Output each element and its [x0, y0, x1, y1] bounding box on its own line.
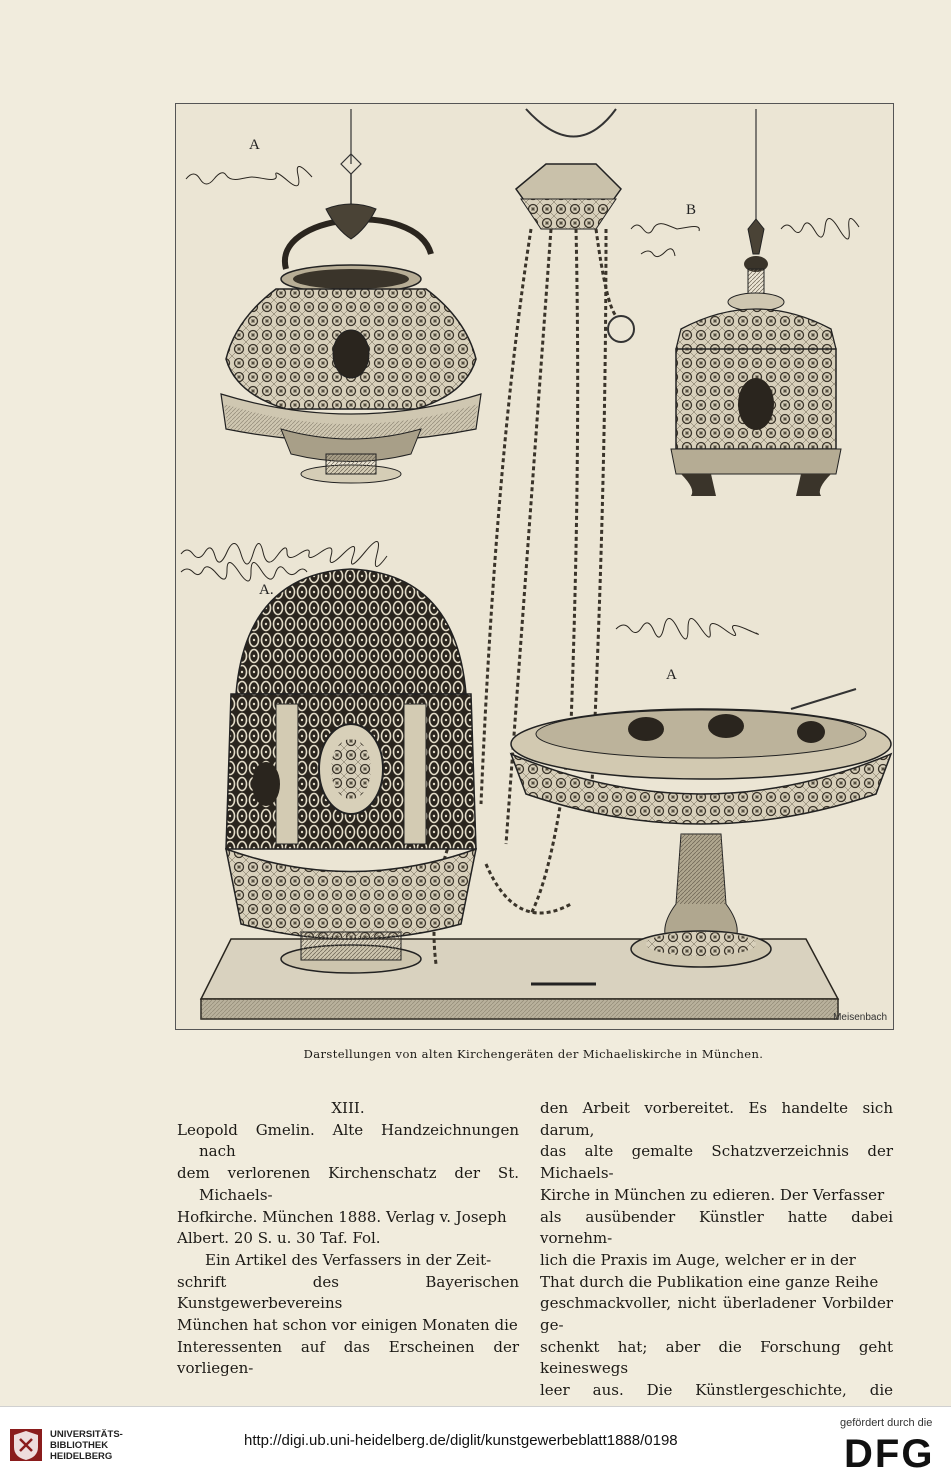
label-a-top-left: A: [249, 137, 260, 153]
incense-pot-a: [221, 109, 481, 483]
library-line: HEIDELBERG: [50, 1451, 113, 1462]
text-line: Leopold Gmelin. Alte Handzeichnungen nach: [177, 1120, 519, 1161]
text-line: Ein Artikel des Verfassers in der Zeit-: [205, 1250, 492, 1269]
openwork-vessel: [226, 569, 476, 973]
bibliographic-entry: [177, 1120, 519, 1250]
text-line: schrift des Bayerischen Kunstgewerbevereins: [177, 1272, 519, 1313]
lidded-box-b: [671, 109, 841, 496]
text-line: dem verlorenen Kirchenschatz der St. Michaels-: [177, 1164, 519, 1204]
text-column-left: [177, 1098, 519, 1380]
label-a-mid-left: A.: [259, 582, 274, 598]
text-line: als ausübender Künstler hatte dabei vornehm-: [540, 1207, 893, 1248]
text-line: Kirche in München zu edieren. Der Verfasser: [540, 1185, 885, 1204]
section-number: XIII.: [331, 1099, 365, 1117]
text-line: schenkt hat; aber die Forschung geht keineswegs: [540, 1337, 893, 1378]
label-a-dish: A: [666, 667, 677, 683]
university-seal-icon[interactable]: [8, 1427, 44, 1463]
text-line: das alte gemalte Schatzverzeichnis der Michaels-: [540, 1142, 893, 1183]
label-b-top-right: B: [686, 202, 697, 218]
text-column-right: [540, 1098, 893, 1424]
text-line: Interessenten auf das Erscheinen der vorliegen-: [177, 1337, 519, 1378]
digitization-footer: [0, 1406, 951, 1481]
text-line: München hat schon vor einigen Monaten die: [177, 1316, 518, 1335]
body-paragraph: [177, 1250, 519, 1380]
text-line: geschmackvoller, nicht überladener Vorbilder ge-: [540, 1294, 893, 1335]
text-line: Hofkirche. München 1888. Verlag v. Joseph: [177, 1207, 507, 1226]
text-line: lich die Praxis im Auge, welcher er in der: [540, 1250, 856, 1269]
text-line: Albert. 20 S. u. 30 Taf. Fol.: [177, 1229, 381, 1248]
text-line: den Arbeit vorbereitet. Es handelte sich darum,: [540, 1099, 893, 1139]
library-name[interactable]: [50, 1429, 123, 1462]
text-line: leer aus. Die Künstlergeschichte, die: [540, 1381, 893, 1400]
text-line: That durch die Publikation eine ganze Reihe: [540, 1272, 879, 1291]
engraver-signature: Meisenbach: [833, 1012, 887, 1023]
engraving-plate: [175, 103, 894, 1030]
library-line: BIBLIOTHEK: [50, 1440, 109, 1451]
funded-by-label: gefördert durch die: [840, 1417, 933, 1429]
figure-caption: Darstellungen von alten Kirchengeräten der Michaeliskirche in München.: [303, 1047, 764, 1061]
library-line: UNIVERSITÄTS-: [50, 1429, 123, 1440]
permalink-url[interactable]: http://digi.ub.uni-heidelberg.de/diglit/kunstgewerbeblatt1888/0198: [244, 1432, 678, 1449]
dfg-logo[interactable]: DFG: [844, 1432, 935, 1476]
footed-dish: [511, 689, 891, 967]
engraving-illustration: [176, 104, 893, 1029]
